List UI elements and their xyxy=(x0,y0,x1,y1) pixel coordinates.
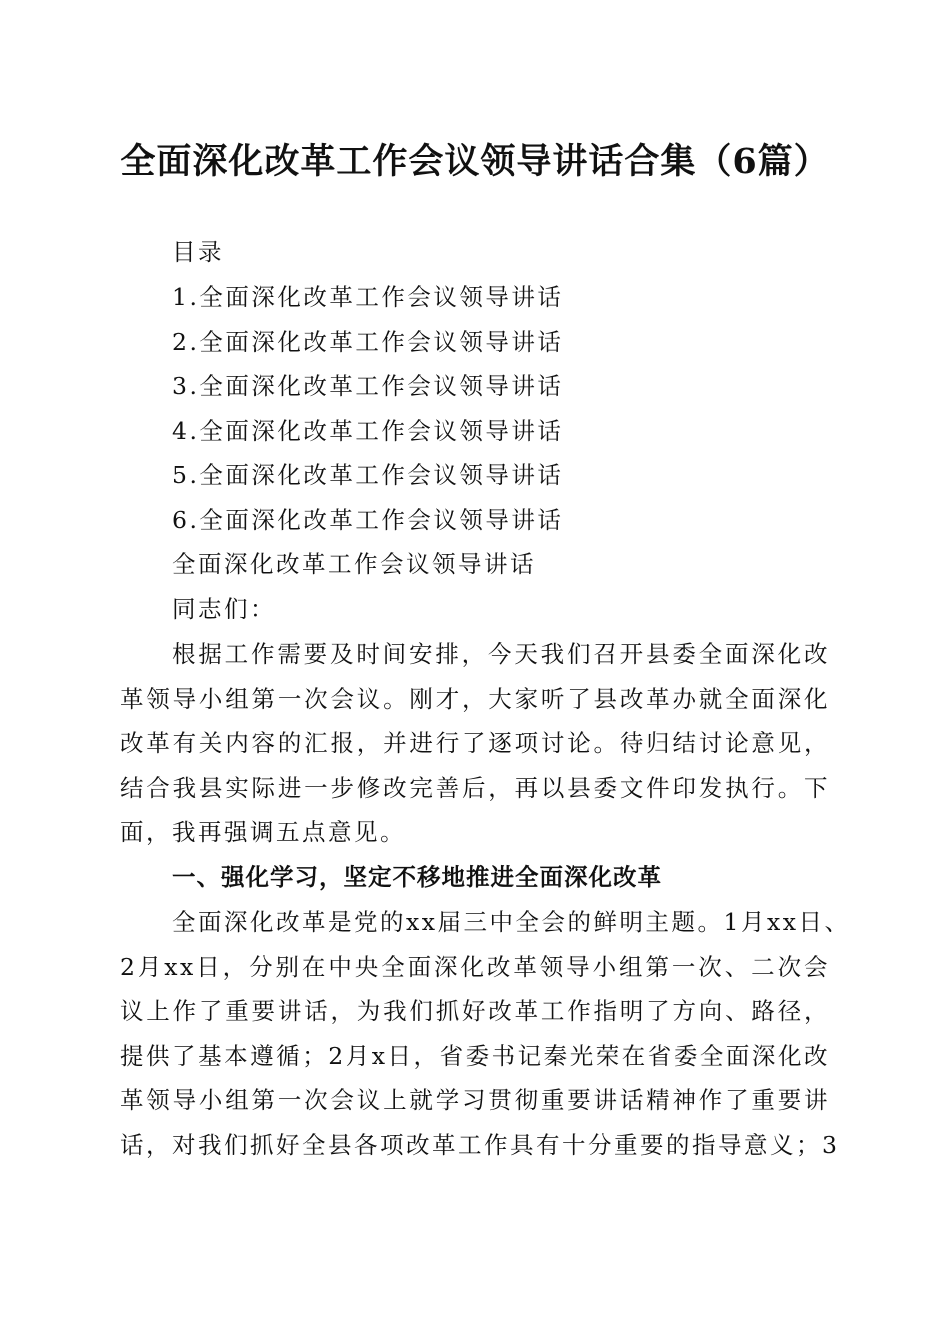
paragraph-line: 提供了基本遵循；2月x日，省委书记秦光荣在省委全面深化改 xyxy=(120,1042,830,1070)
paragraph-line: 革领导小组第一次会议。刚才，大家听了县改革办就全面深化 xyxy=(120,685,830,713)
toc-item-5[interactable]: 5.全面深化改革工作会议领导讲话 xyxy=(172,461,564,489)
toc-item-3[interactable]: 3.全面深化改革工作会议领导讲话 xyxy=(172,372,564,400)
toc-item-1[interactable]: 1.全面深化改革工作会议领导讲话 xyxy=(172,283,564,311)
paragraph-line: 根据工作需要及时间安排，今天我们召开县委全面深化改 xyxy=(172,640,830,668)
paragraph-line: 全面深化改革是党的xx届三中全会的鲜明主题。1月xx日、 xyxy=(172,908,851,936)
toc-item-4[interactable]: 4.全面深化改革工作会议领导讲话 xyxy=(172,417,564,445)
document-title: 全面深化改革工作会议领导讲话合集（6篇） xyxy=(120,141,830,182)
paragraph-line: 结合我县实际进一步修改完善后，再以县委文件印发执行。下 xyxy=(120,774,830,802)
article-title: 全面深化改革工作会议领导讲话 xyxy=(172,550,536,578)
toc-heading: 目录 xyxy=(172,238,224,266)
salutation: 同志们： xyxy=(172,595,276,623)
paragraph-line: 话，对我们抓好全县各项改革工作具有十分重要的指导意义；3 xyxy=(120,1131,840,1159)
toc-item-6[interactable]: 6.全面深化改革工作会议领导讲话 xyxy=(172,506,564,534)
section-heading: 一、强化学习，坚定不移地推进全面深化改革 xyxy=(172,863,662,891)
toc-item-2[interactable]: 2.全面深化改革工作会议领导讲话 xyxy=(172,328,564,356)
paragraph-line: 议上作了重要讲话，为我们抓好改革工作指明了方向、路径， xyxy=(120,997,830,1025)
paragraph-line: 面，我再强调五点意见。 xyxy=(120,818,406,846)
paragraph-line: 2月xx日，分别在中央全面深化改革领导小组第一次、二次会 xyxy=(120,953,830,981)
paragraph-line: 革领导小组第一次会议上就学习贯彻重要讲话精神作了重要讲 xyxy=(120,1086,830,1114)
paragraph-line: 改革有关内容的汇报，并进行了逐项讨论。待归结讨论意见， xyxy=(120,729,830,757)
